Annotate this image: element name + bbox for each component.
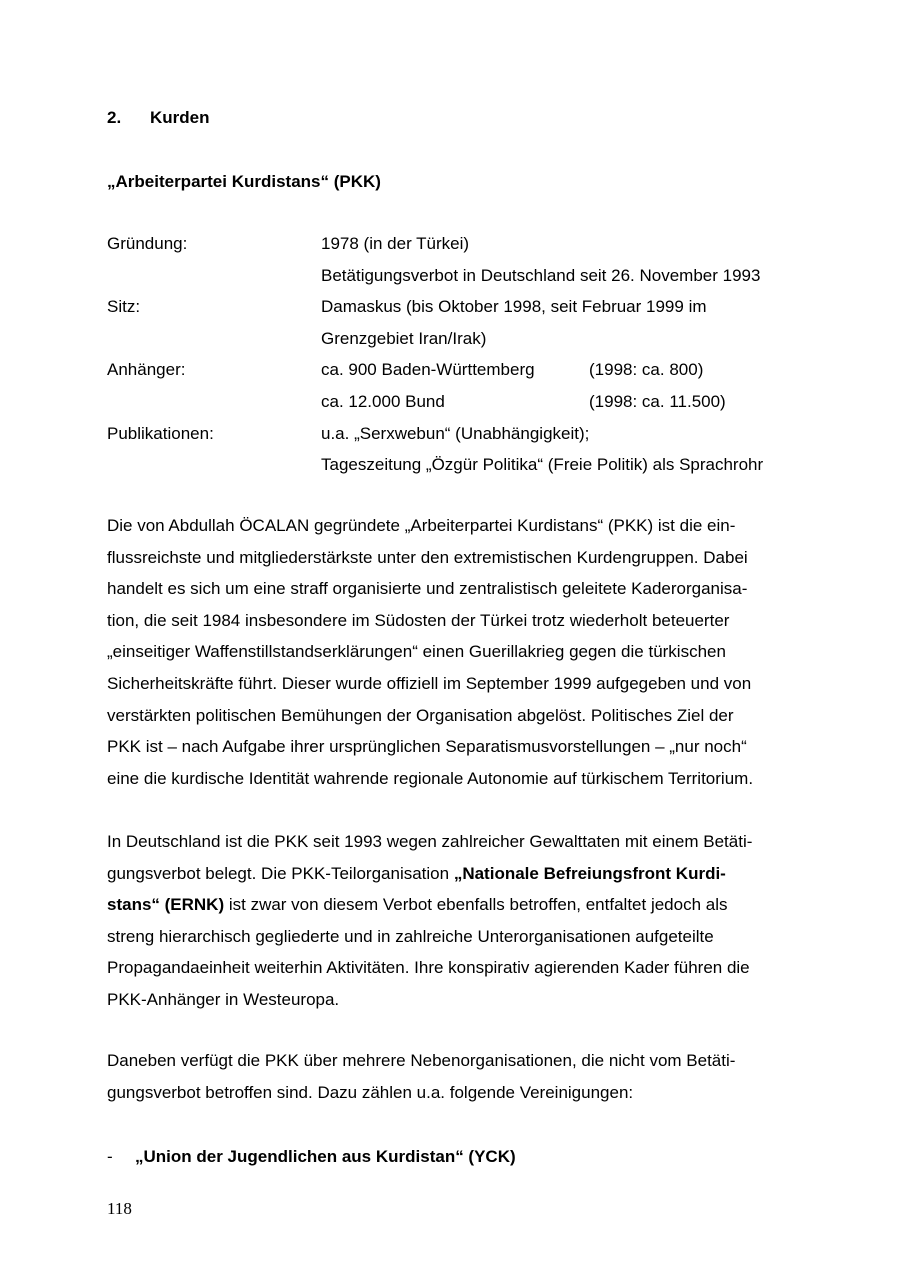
paragraph-side-organizations bbox=[107, 1045, 807, 1108]
fact-value: ca. 12.000 Bund bbox=[321, 391, 445, 411]
fact-label: Anhänger: bbox=[107, 360, 186, 380]
text-line: Die von Abdullah ÖCALAN gegründete „Arbeiterpartei Kurdistans“ (PKK) ist die ein- bbox=[107, 516, 736, 535]
text-line: Sicherheitskräfte führt. Dieser wurde offiziell im September 1999 aufgegeben und von bbox=[107, 673, 752, 693]
fact-row-seat-cont bbox=[107, 328, 827, 360]
fact-row-ban bbox=[107, 265, 827, 297]
fact-row-supporters-bw bbox=[107, 359, 827, 391]
organization-title: „Arbeiterpartei Kurdistans“ (PKK) bbox=[107, 172, 381, 191]
fact-row-seat bbox=[107, 296, 827, 328]
fact-value: u.a. „Serxwebun“ (Unabhängigkeit); bbox=[321, 423, 590, 443]
fact-row-supporters-federal bbox=[107, 391, 827, 423]
list-item-label: „Union der Jugendlichen aus Kurdistan“ (YCK) bbox=[135, 1147, 516, 1166]
text-line: PKK ist – nach Aufgabe ihrer ursprünglichen Separatismusvorstellungen – „nur noch“ bbox=[107, 737, 747, 757]
ernk-name-part2: stans“ (ERNK) bbox=[107, 895, 225, 915]
text-line: eine die kurdische Identität wahrende regionale Autonomie auf türkischem Territorium. bbox=[107, 768, 754, 788]
fact-value: Betätigungsverbot in Deutschland seit 26. November 1993 bbox=[321, 265, 761, 285]
fact-value: Grenzgebiet Iran/Irak) bbox=[321, 328, 487, 348]
fact-value: Tageszeitung „Özgür Politika“ (Freie Politik) als Sprachrohr bbox=[321, 455, 764, 475]
text-line bbox=[107, 858, 807, 890]
fact-table bbox=[107, 233, 827, 486]
list-item bbox=[107, 1146, 516, 1168]
text-line: „einseitiger Waffenstillstandserklärungen“ einen Guerillakrieg gegen die türkischen bbox=[107, 642, 726, 662]
fact-row-publications-cont bbox=[107, 454, 827, 486]
text-line: verstärkten politischen Bemühungen der Organisation abgelöst. Politisches Ziel der bbox=[107, 705, 734, 725]
page-number: 118 bbox=[107, 1199, 132, 1218]
fact-label: Sitz: bbox=[107, 297, 141, 317]
paragraph-pkk-overview bbox=[107, 510, 807, 794]
text-line: Daneben verfügt die PKK über mehrere Nebenorganisationen, die nicht vom Betäti- bbox=[107, 1051, 736, 1070]
fact-value: ca. 900 Baden-Württemberg bbox=[321, 360, 535, 380]
text-segment: ist zwar von diesem Verbot ebenfalls betroffen, entfaltet jedoch als bbox=[224, 895, 728, 915]
fact-label: Gründung: bbox=[107, 234, 188, 253]
ernk-name-part1: „Nationale Befreiungsfront Kurdi- bbox=[453, 863, 726, 883]
section-heading bbox=[107, 107, 210, 129]
text-line: streng hierarchisch gegliederte und in zahlreiche Unterorganisationen aufgeteilte bbox=[107, 926, 714, 946]
text-segment: gungsverbot belegt. Die PKK-Teilorganisation bbox=[107, 863, 454, 883]
fact-value: Damaskus (bis Oktober 1998, seit Februar 1999 im bbox=[321, 297, 707, 317]
section-title: Kurden bbox=[150, 108, 210, 127]
text-line: tion, die seit 1984 insbesondere im Südosten der Türkei trotz wiederholt beteuerter bbox=[107, 610, 730, 630]
fact-extra: (1998: ca. 800) bbox=[589, 360, 704, 380]
text-line: Propagandaeinheit weiterhin Aktivitäten. Ihre konspirativ agierenden Kader führen die bbox=[107, 958, 750, 978]
fact-row-publications bbox=[107, 423, 827, 455]
text-line: flussreichste und mitgliederstärkste unter den extremistischen Kurdengruppen. Dabei bbox=[107, 547, 748, 567]
text-line: In Deutschland ist die PKK seit 1993 wegen zahlreicher Gewalttaten mit einem Betäti- bbox=[107, 832, 753, 851]
fact-extra: (1998: ca. 11.500) bbox=[589, 391, 726, 411]
fact-value: 1978 (in der Türkei) bbox=[321, 234, 470, 253]
section-number: 2. bbox=[107, 108, 122, 127]
fact-label: Publikationen: bbox=[107, 423, 214, 443]
text-line: gungsverbot betroffen sind. Dazu zählen u.a. folgende Vereinigungen: bbox=[107, 1082, 634, 1102]
text-line: PKK-Anhänger in Westeuropa. bbox=[107, 989, 340, 1009]
paragraph-pkk-germany bbox=[107, 826, 807, 1016]
fact-row-founding bbox=[107, 233, 827, 265]
text-line bbox=[107, 889, 807, 921]
text-line: handelt es sich um eine straff organisierte und zentralistisch geleitete Kaderorganisa- bbox=[107, 579, 748, 599]
list-bullet: - bbox=[107, 1147, 113, 1166]
